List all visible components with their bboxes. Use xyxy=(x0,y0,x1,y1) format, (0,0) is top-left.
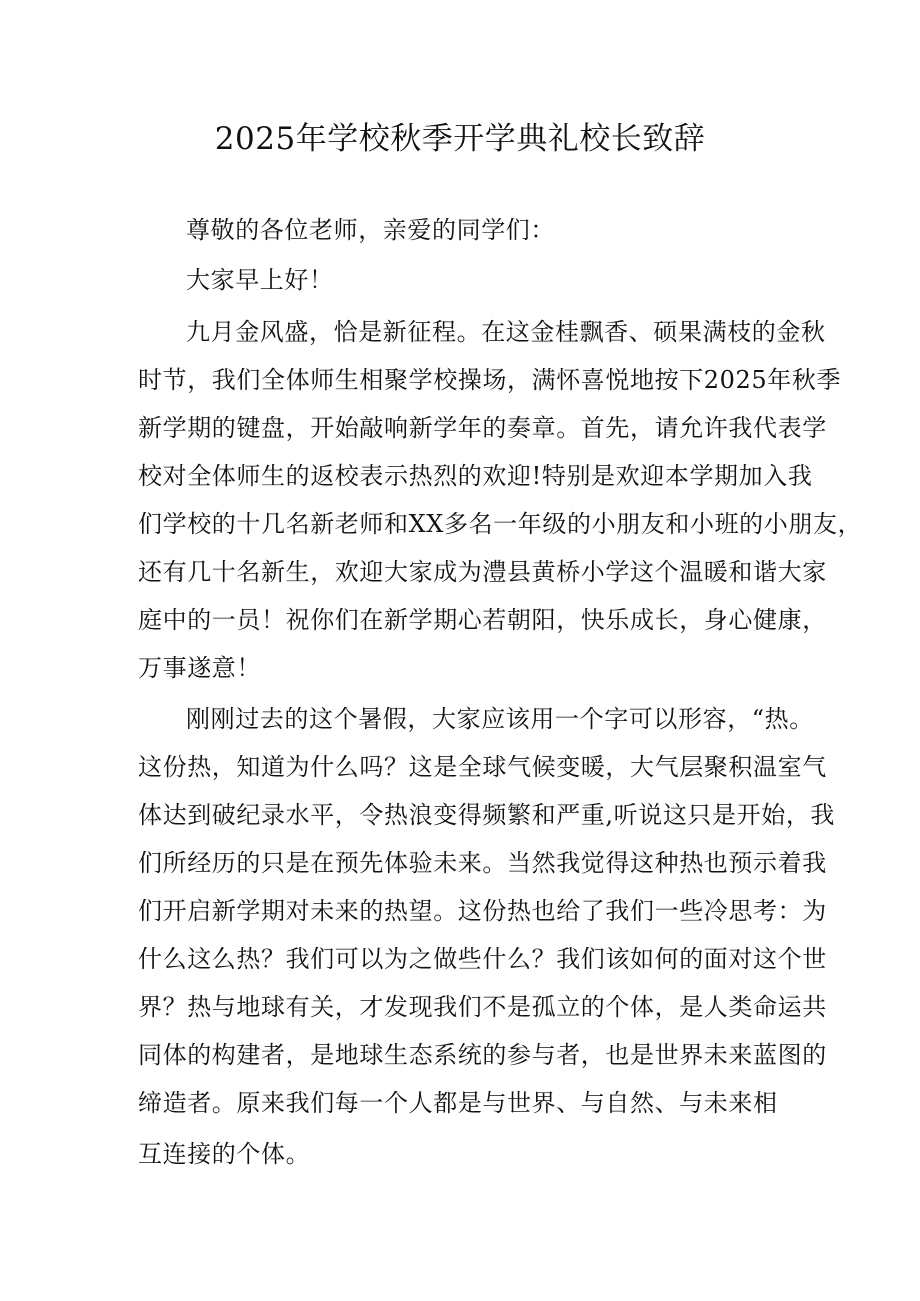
paragraph-2-line: 什么这么热？我们可以为之做些什么？我们该如何的面对这个世 xyxy=(138,945,827,973)
paragraph-2-line: 体达到破纪录水平，令热浪变得频繁和严重,听说这只是开始，我 xyxy=(138,801,836,829)
paragraph-1-line: 庭中的一员！祝你们在新学期心若朝阳，快乐成长，身心健康， xyxy=(138,606,827,634)
paragraph-1-line: 九月金风盛，恰是新征程。在这金桂飘香、硕果满枝的金秋 xyxy=(186,318,826,346)
paragraph-1-line: 万事遂意！ xyxy=(138,654,261,682)
paragraph-2-line: 互连接的个体。 xyxy=(138,1140,311,1168)
paragraph-2-line: 界？热与地球有关，才发现我们不是孤立的个体，是人类命运共 xyxy=(138,993,827,1021)
salutation: 尊敬的各位老师，亲爱的同学们： xyxy=(186,216,555,244)
paragraph-1-line: 校对全体师生的返校表示热烈的欢迎!特别是欢迎本学期加入我 xyxy=(138,462,813,490)
paragraph-2-line: 们所经历的只是在预先体验未来。当然我觉得这种热也预示着我 xyxy=(138,849,827,877)
paragraph-1-line: 们学校的十几名新老师和XX多名一年级的小朋友和小班的小朋友， xyxy=(138,510,863,538)
paragraph-2-line: 同体的构建者，是地球生态系统的参与者，也是世界未来蓝图的 xyxy=(138,1041,827,1069)
paragraph-2-line: 们开启新学期对未来的热望。这份热也给了我们一些冷思考：为 xyxy=(138,897,827,925)
document-title: 2025年学校秋季开学典礼校长致辞 xyxy=(214,121,706,157)
paragraph-1-line: 还有几十名新生，欢迎大家成为澧县黄桥小学这个温暖和谐大家 xyxy=(138,558,827,586)
paragraph-2-line: 这份热，知道为什么吗？这是全球气候变暖，大气层聚积温室气 xyxy=(138,753,827,781)
greeting: 大家早上好！ xyxy=(186,266,334,294)
paragraph-1-line: 新学期的键盘，开始敲响新学年的奏章。首先，请允许我代表学 xyxy=(138,414,827,442)
paragraph-2-line: 缔造者。原来我们每一个人都是与世界、与自然、与未来相 xyxy=(138,1089,778,1117)
paragraph-1-line: 时节，我们全体师生相聚学校操场，满怀喜悦地按下2025年秋季 xyxy=(138,366,842,394)
paragraph-2-line: 刚刚过去的这个暑假，大家应该用一个字可以形容，“热。 xyxy=(186,705,814,733)
